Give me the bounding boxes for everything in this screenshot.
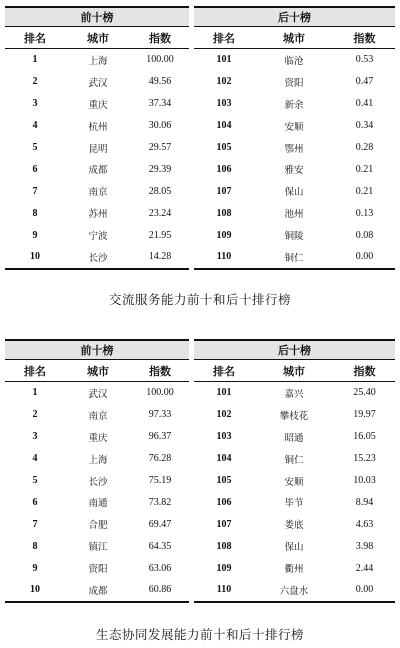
table-row bbox=[194, 180, 395, 202]
rank-cell: 2 bbox=[32, 409, 38, 421]
table-title: 前十榜 bbox=[5, 7, 189, 27]
city-cell: 铜仁 bbox=[254, 246, 334, 269]
table-row bbox=[194, 579, 395, 602]
table-row bbox=[5, 470, 189, 492]
rank-cell: 105 bbox=[216, 475, 232, 486]
rank-cell: 108 bbox=[216, 540, 232, 552]
rank-cell: 101 bbox=[216, 54, 232, 66]
column-header-rank: 排名 bbox=[5, 360, 65, 382]
figure-caption: 交流服务能力前十和后十排行榜 bbox=[108, 292, 291, 307]
rank-cell: 8 bbox=[32, 207, 38, 219]
table-row bbox=[194, 93, 395, 115]
table-row bbox=[194, 470, 395, 492]
city-cell: 上海 bbox=[88, 454, 108, 466]
rank-cell: 6 bbox=[32, 496, 38, 508]
table-row bbox=[194, 426, 395, 448]
city-cell: 镇江 bbox=[88, 542, 108, 554]
table-row bbox=[194, 115, 395, 137]
index-cell: 30.06 bbox=[148, 120, 172, 132]
rank-cell: 2 bbox=[32, 76, 38, 88]
city-cell: 合肥 bbox=[88, 520, 108, 532]
index-cell: 4.63 bbox=[355, 518, 374, 530]
column-header-rank: 排名 bbox=[194, 27, 254, 49]
column-header-index: 指数 bbox=[131, 27, 189, 49]
rank-cell: 102 bbox=[216, 76, 232, 88]
table-row bbox=[194, 71, 395, 93]
rank-cell: 103 bbox=[216, 431, 232, 443]
rank-cell: 6 bbox=[32, 163, 38, 175]
ranking-tables bbox=[5, 339, 395, 599]
bottom-ten-table bbox=[194, 339, 395, 603]
index-cell: 0.13 bbox=[355, 207, 374, 219]
table-row bbox=[194, 382, 395, 404]
column-header-index: 指数 bbox=[334, 27, 395, 49]
city-cell: 嘉兴 bbox=[284, 388, 304, 400]
city-cell: 重庆 bbox=[88, 432, 108, 444]
index-cell: 21.95 bbox=[148, 229, 172, 241]
rank-cell: 108 bbox=[216, 207, 232, 219]
index-cell: 29.57 bbox=[148, 142, 172, 153]
top-ten-table bbox=[5, 339, 189, 603]
index-cell: 14.28 bbox=[131, 246, 189, 269]
table-row bbox=[194, 246, 395, 269]
city-cell: 保山 bbox=[284, 187, 304, 199]
table-row bbox=[5, 202, 189, 224]
index-cell: 76.28 bbox=[148, 453, 172, 465]
city-cell: 宁波 bbox=[88, 231, 108, 243]
city-cell: 上海 bbox=[88, 55, 108, 67]
rank-cell: 104 bbox=[216, 453, 232, 465]
table-row bbox=[5, 158, 189, 180]
city-cell: 娄底 bbox=[284, 520, 304, 532]
city-cell: 成都 bbox=[88, 165, 108, 177]
rank-cell: 5 bbox=[32, 142, 38, 153]
index-cell: 0.08 bbox=[355, 229, 374, 241]
city-cell: 资阳 bbox=[88, 564, 108, 576]
table-row bbox=[5, 49, 189, 71]
index-cell: 100.00 bbox=[146, 54, 174, 66]
index-cell: 0.47 bbox=[355, 76, 374, 88]
city-cell: 衢州 bbox=[284, 564, 304, 576]
city-cell: 临沧 bbox=[284, 55, 304, 67]
column-header-rank: 排名 bbox=[5, 27, 65, 49]
ranking-tables bbox=[5, 6, 395, 266]
rank-cell: 104 bbox=[216, 120, 232, 132]
city-cell: 南京 bbox=[88, 187, 108, 199]
city-cell: 鄂州 bbox=[284, 143, 304, 155]
index-cell: 23.24 bbox=[148, 207, 172, 219]
city-cell: 新余 bbox=[284, 99, 304, 111]
city-cell: 武汉 bbox=[88, 388, 108, 400]
index-cell: 0.00 bbox=[334, 246, 395, 269]
column-header-city: 城市 bbox=[65, 360, 131, 382]
rank-cell: 3 bbox=[32, 98, 38, 110]
city-cell: 南京 bbox=[88, 410, 108, 422]
index-cell: 37.34 bbox=[148, 98, 172, 110]
index-cell: 0.21 bbox=[355, 163, 374, 175]
table-row bbox=[5, 224, 189, 246]
city-cell: 资阳 bbox=[284, 77, 304, 89]
rank-cell: 7 bbox=[32, 518, 38, 530]
rank-cell: 107 bbox=[216, 518, 232, 530]
rank-cell: 1 bbox=[32, 387, 38, 399]
index-cell: 69.47 bbox=[148, 518, 172, 530]
city-cell: 六盘水 bbox=[254, 579, 334, 602]
city-cell: 昭通 bbox=[284, 432, 304, 444]
city-cell: 长沙 bbox=[65, 246, 131, 269]
rank-cell: 10 bbox=[5, 246, 65, 269]
index-cell: 16.05 bbox=[353, 431, 376, 443]
rank-cell: 110 bbox=[194, 579, 254, 602]
rank-cell: 1 bbox=[32, 54, 38, 66]
city-cell: 保山 bbox=[284, 542, 304, 554]
column-header-city: 城市 bbox=[65, 27, 131, 49]
city-cell: 杭州 bbox=[88, 121, 108, 133]
index-cell: 73.82 bbox=[148, 496, 172, 508]
rank-cell: 102 bbox=[216, 409, 232, 421]
table-title: 前十榜 bbox=[5, 340, 189, 360]
rank-cell: 107 bbox=[216, 185, 232, 197]
rank-cell: 106 bbox=[216, 496, 232, 508]
table-row bbox=[5, 448, 189, 470]
rank-cell: 5 bbox=[32, 475, 38, 486]
table-row bbox=[194, 535, 395, 557]
city-cell: 武汉 bbox=[88, 77, 108, 89]
index-cell: 75.19 bbox=[148, 475, 172, 486]
table-row bbox=[194, 491, 395, 513]
index-cell: 0.21 bbox=[355, 185, 374, 197]
index-cell: 63.06 bbox=[148, 562, 172, 574]
rank-cell: 9 bbox=[32, 562, 38, 574]
table-row bbox=[5, 137, 189, 159]
rank-cell: 109 bbox=[216, 562, 232, 574]
column-header-index: 指数 bbox=[131, 360, 189, 382]
rank-cell: 3 bbox=[32, 431, 38, 443]
table-row bbox=[5, 246, 189, 269]
table-row bbox=[194, 49, 395, 71]
index-cell: 0.41 bbox=[355, 98, 374, 110]
table-row bbox=[5, 382, 189, 404]
table-row bbox=[194, 137, 395, 159]
city-cell: 毕节 bbox=[284, 498, 304, 510]
rank-cell: 103 bbox=[216, 98, 232, 110]
city-cell: 安顺 bbox=[284, 121, 304, 133]
index-cell: 29.39 bbox=[148, 163, 172, 175]
table-row bbox=[194, 404, 395, 426]
index-cell: 64.35 bbox=[148, 540, 172, 552]
top-ten-table bbox=[5, 6, 189, 270]
index-cell: 10.03 bbox=[353, 475, 376, 486]
column-header-city: 城市 bbox=[254, 27, 334, 49]
city-cell: 铜仁 bbox=[284, 454, 304, 466]
city-cell: 铜陵 bbox=[284, 231, 304, 243]
rank-cell: 7 bbox=[32, 185, 38, 197]
index-cell: 25.40 bbox=[353, 387, 376, 399]
city-cell: 池州 bbox=[284, 209, 304, 221]
table-row bbox=[5, 71, 189, 93]
table-row bbox=[194, 224, 395, 246]
index-cell: 2.44 bbox=[355, 562, 374, 574]
figure-caption: 生态协同发展能力前十和后十排行榜 bbox=[95, 627, 304, 642]
rank-cell: 4 bbox=[32, 453, 38, 465]
table-row bbox=[5, 404, 189, 426]
city-cell: 成都 bbox=[65, 579, 131, 602]
city-cell: 雅安 bbox=[284, 165, 304, 177]
index-cell: 49.56 bbox=[148, 76, 172, 88]
city-cell: 攀枝花 bbox=[279, 410, 309, 422]
table-row bbox=[5, 579, 189, 602]
table-row bbox=[194, 513, 395, 535]
index-cell: 97.33 bbox=[148, 409, 172, 421]
index-cell: 60.86 bbox=[131, 579, 189, 602]
rank-cell: 101 bbox=[216, 387, 232, 399]
column-header-rank: 排名 bbox=[194, 360, 254, 382]
index-cell: 8.94 bbox=[355, 496, 374, 508]
table-row bbox=[194, 158, 395, 180]
index-cell: 96.37 bbox=[148, 431, 172, 443]
table-row bbox=[5, 93, 189, 115]
rank-cell: 109 bbox=[216, 229, 232, 241]
table-row bbox=[5, 557, 189, 579]
table-row bbox=[5, 491, 189, 513]
city-cell: 重庆 bbox=[88, 99, 108, 111]
index-cell: 19.97 bbox=[353, 409, 376, 421]
table-title: 后十榜 bbox=[194, 7, 395, 27]
rank-cell: 106 bbox=[216, 163, 232, 175]
index-cell: 100.00 bbox=[146, 387, 174, 399]
city-cell: 苏州 bbox=[88, 209, 108, 221]
index-cell: 3.98 bbox=[355, 540, 374, 552]
index-cell: 0.34 bbox=[355, 120, 374, 132]
table-title: 后十榜 bbox=[194, 340, 395, 360]
index-cell: 15.23 bbox=[353, 453, 376, 465]
rank-cell: 8 bbox=[32, 540, 38, 552]
table-row bbox=[5, 180, 189, 202]
bottom-ten-table bbox=[194, 6, 395, 270]
table-row bbox=[5, 115, 189, 137]
rank-cell: 10 bbox=[5, 579, 65, 602]
index-cell: 0.53 bbox=[355, 54, 374, 66]
column-header-index: 指数 bbox=[334, 360, 395, 382]
rank-cell: 4 bbox=[32, 120, 38, 132]
table-row bbox=[5, 513, 189, 535]
column-header-city: 城市 bbox=[254, 360, 334, 382]
table-row bbox=[5, 535, 189, 557]
table-row bbox=[5, 426, 189, 448]
table-row bbox=[194, 557, 395, 579]
rank-cell: 9 bbox=[32, 229, 38, 241]
city-cell: 安顺 bbox=[284, 476, 304, 488]
table-row bbox=[194, 202, 395, 224]
rank-cell: 110 bbox=[194, 246, 254, 269]
index-cell: 28.05 bbox=[148, 185, 172, 197]
city-cell: 南通 bbox=[88, 498, 108, 510]
table-row bbox=[194, 448, 395, 470]
index-cell: 0.28 bbox=[355, 142, 374, 153]
rank-cell: 105 bbox=[216, 142, 232, 153]
city-cell: 长沙 bbox=[88, 476, 108, 488]
index-cell: 0.00 bbox=[334, 579, 395, 602]
city-cell: 昆明 bbox=[88, 143, 108, 155]
